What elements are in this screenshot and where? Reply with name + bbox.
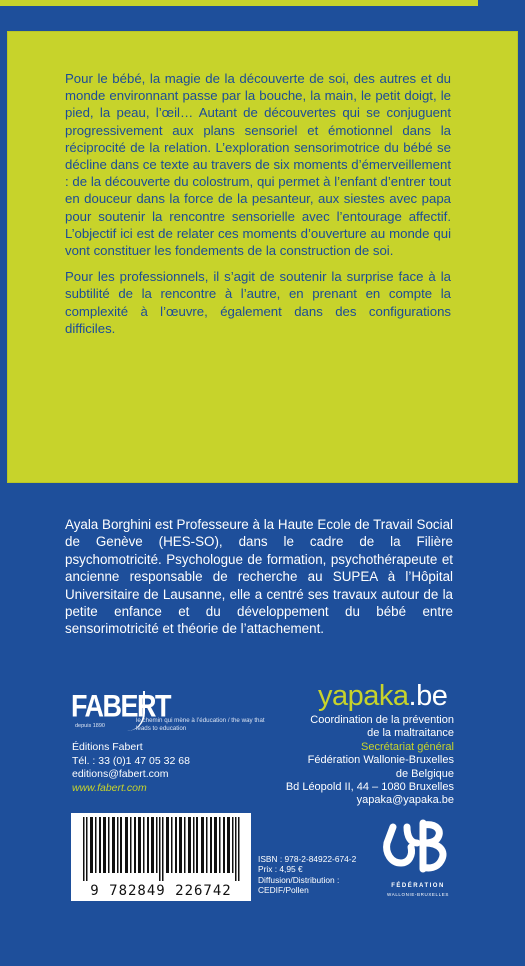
book-meta (258, 854, 356, 896)
isbn-text: ISBN : 978-2-84922-674-2 (258, 854, 357, 864)
fwb-caption: FÉDÉRATION (391, 883, 445, 889)
publisher-email[interactable]: editions@fabert.com (72, 768, 169, 781)
yapaka-email[interactable]: yapaka@yapaka.be (356, 794, 454, 807)
yapaka-line-2: de la maltraitance (367, 727, 454, 740)
fabert-tagline: le chemin qui mène à l’éducation / the way that leads to education (136, 717, 265, 732)
distribution-label: Diffusion/Distribution : (258, 874, 340, 885)
summary-paragraph-2: Pour les professionnels, il s’agit de soutenir la surprise face à la subtilité de la rencontre à l’autre, en prenant en compte la complexité à l’œuvre, également dans des configurations difficiles. (65, 269, 451, 336)
barcode-bars (77, 817, 245, 881)
yapaka-line-5: de Belgique (395, 767, 454, 780)
yapaka-contact (224, 714, 454, 808)
back-cover-summary (65, 70, 451, 346)
publisher-website-link[interactable]: www.fabert.com (72, 781, 147, 794)
fwb-subcaption: WALLONIE-BRUXELLES (387, 892, 449, 897)
fabert-since: depuis 1890 (75, 723, 105, 729)
distributor-name: CEDIF/Pollen (258, 885, 309, 896)
summary-paragraph-1: Pour le bébé, la magie de la découverte de soi, des autres et du monde environnant passe par la bouche, la main, le petit doigt, le pied, la peau, l’œil… Autant de découvertes qui se conjuguent progressivement aux plans sensoriel et émotionnel dans la réciprocité de la relation. L’exploration sensorimotrice du bébé se décline dans ce texte au travers de six moments d’émerveillement : de la découverte du colostrum, qui permet à l’enfant d’entrer tout en douceur dans la force de la pesanteur, aux siestes avec papa pour soutenir la rencontre sensorielle avec l’entourage affectif. L’objectif ici est de relater ces moments d’ouverture au monde qui vont constituer les fondements de la construction de soi. (65, 71, 451, 259)
yapaka-line-3: Secrétariat général (361, 740, 454, 753)
fwb-logo (377, 813, 459, 901)
fwb-emblem-icon (377, 813, 459, 881)
top-green-strip (0, 0, 478, 6)
yapaka-logo (318, 680, 447, 713)
author-bio: Ayala Borghini est Professeure à la Haute Ecole de Travail Social de Genève (HES-SO), dans le cadre de la Filière psychomotricité. Psychologue de formation, psychothérapeute et ancienne responsable de recherche au SUPEA à l’Hôpital Universitaire de Lausanne, elle a centré ses travaux autour de la petite enfance et du développement du bébé entre sensorimotricité et théorie de l’attachement. (65, 517, 453, 637)
publisher-phone: Tél. : 33 (0)1 47 05 32 68 (72, 754, 190, 767)
publisher-contact (72, 741, 190, 795)
barcode-number: 9 782849 226742 (75, 883, 247, 899)
yapaka-line-1: Coordination de la prévention (310, 714, 454, 726)
publisher-name: Éditions Fabert (72, 741, 143, 753)
yapaka-brand: yapaka (318, 680, 409, 712)
isbn-barcode (71, 813, 251, 901)
price-text: Prix : 4,95 € (258, 864, 303, 875)
yapaka-tld: .be (408, 680, 448, 712)
yapaka-line-6: Bd Léopold II, 44 – 1080 Bruxelles (285, 781, 454, 794)
yapaka-line-4: Fédération Wallonie-Bruxelles (307, 754, 454, 767)
fabert-logo-text: FABERT (71, 689, 170, 724)
